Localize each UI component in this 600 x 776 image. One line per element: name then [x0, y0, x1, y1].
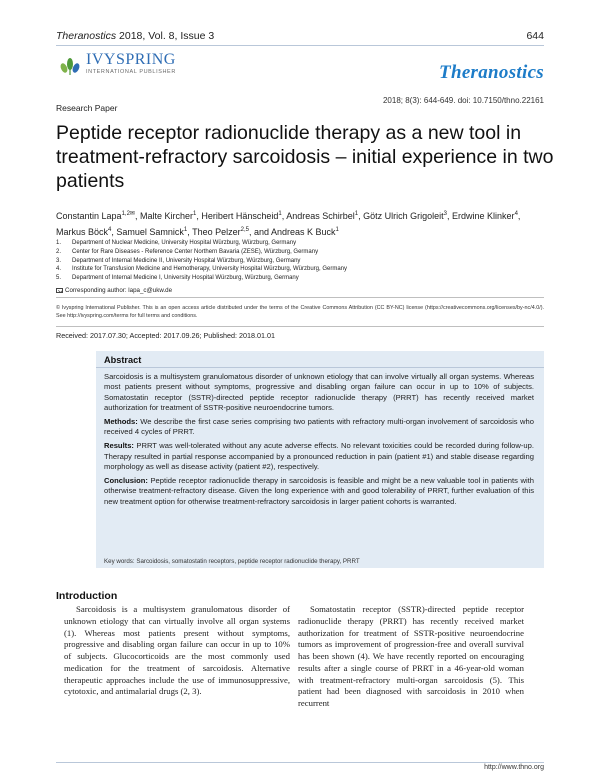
author: Theo Pelzer$^{2,5}$, and	[192, 227, 271, 237]
divider	[56, 297, 544, 298]
publication-dates: Received: 2017.07.30; Accepted: 2017.09.26; Published: 2018.01.01	[56, 331, 275, 340]
affiliation-marker: 2,5	[240, 227, 249, 233]
abstract-methods: Methods: We describe the first case series comprising two patients with refractory multi-organ involvement of sarcoidosis who received 4 cycles of PRRT.	[104, 416, 534, 437]
mail-icon	[56, 288, 63, 293]
author: Erdwine Klinker$^4$,	[452, 211, 521, 221]
author: Malte Kircher$^1$,	[139, 211, 202, 221]
affiliation-marker: 1,2	[121, 211, 130, 217]
corresponding-author-email[interactable]: Corresponding author: lapa_c@ukw.de	[65, 287, 173, 294]
corresponding-mail-icon: ✉	[129, 211, 135, 217]
footer-url[interactable]: http://www.thno.org	[484, 764, 544, 771]
publisher-subtitle: INTERNATIONAL PUBLISHER	[86, 69, 176, 75]
affiliation-marker: 4	[514, 211, 518, 217]
author: Constantin Lapa$^{1,2✉}$,	[56, 211, 140, 221]
author: Andreas Schirbel$^1$,	[286, 211, 364, 221]
volume-issue: 2018, Vol. 8, Issue 3	[119, 30, 215, 42]
introduction-column-left: Sarcoidosis is a multisystem granulomatous disorder of unknown etiology that can virtually involve all organ systems (1). Whereas most patients present without symptoms, progressive and disabling organ failure can occur in up to 10% of subjects. Glucocorticoids are the most commonly used medication for the treatment of sarcoidosis. Alternative therapeutic approaches include the use of immunosuppressive, cytotoxic, and antimalarial drugs (2, 3).	[64, 604, 290, 697]
affiliation-list	[56, 239, 546, 283]
publisher-name: IVYSPRING	[86, 51, 176, 68]
ivyspring-leaf-icon	[58, 53, 82, 75]
affiliation-marker: 1	[183, 227, 188, 233]
affiliation-marker: 3	[443, 211, 448, 217]
corresponding-author	[56, 287, 172, 294]
author: Heribert Hänscheid$^1$,	[201, 211, 287, 221]
affiliation-marker: 1	[354, 211, 359, 217]
introduction-column-right: Somatostatin receptor (SSTR)-directed peptide receptor radionuclide therapy (PRRT) has recently received market authorization for treatment of SSTR-positive neuroendocrine tumors as improvement of progression-free and overall survival has been shown (4). We have recently reported on encouraging results after a single course of PRRT in a 46-year-old woman with treatment-refractory multi-organ sarcoidosis (5). This patient had been diagnosed with sarcoidosis in 2010 when recurrent	[298, 604, 524, 708]
author-list	[56, 207, 546, 239]
author: Götz Ulrich Grigoleit$^3$,	[363, 211, 453, 221]
doi-line: 2018; 8(3): 644-649. doi: 10.7150/thno.22161	[382, 96, 544, 105]
author: Samuel Samnick$^1$,	[116, 227, 193, 237]
journal-logo: Theranostics	[439, 62, 544, 83]
author: Andreas K Buck$^1$	[271, 227, 339, 237]
affiliation-item: 5. Department of Internal Medicine I, University Hospital Würzburg, Würzburg, Germany	[56, 275, 299, 282]
abstract-conclusion: Conclusion: Peptide receptor radionuclide therapy in sarcoidosis is feasible and might be a new valuable tool in patients with otherwise treatment-refractory disease. Given the long experience with and good tolerability of PRRT, further evaluation of this new treatment option for otherwise treatment-refractory sarcoidosis in larger patient cohorts is warranted.	[104, 476, 534, 506]
publisher-logo	[58, 52, 176, 76]
article-type: Research Paper	[56, 103, 118, 113]
affiliation-marker: 1	[335, 227, 339, 233]
article-title: Peptide receptor radionuclide therapy as a new tool in treatment-refractory sarcoidosis – initial experience in two patients	[56, 122, 554, 192]
abstract-heading: Abstract	[104, 355, 142, 365]
affiliation-marker: 1	[192, 211, 197, 217]
abstract-intro: Sarcoidosis is a multisystem granulomatous disorder of unknown etiology that can involve virtually all organ systems. Whereas most patients present without symptoms, progressive and disabling organ failure can occur in up to 10% of subjects. Somatostatin receptor (SSTR)-directed peptide receptor radionuclide therapy (PRRT) has recently received market authorization for treatment of SSTR-positive neuroendocrine tumors.	[104, 372, 534, 412]
affiliation-marker: 4	[108, 227, 112, 233]
abstract-body	[104, 372, 534, 511]
abstract-results: Results: PRRT was well-tolerated without any acute adverse effects. No relevant toxicities could be recorded during follow-up. Therapy resulted in partial response accompanied by a pronounced reduction in pain (patient #1) and stable disease regarding morphology as well as disease activity (patient #2), respectively.	[104, 441, 534, 471]
author: Markus Böck$^4$,	[56, 227, 117, 237]
introduction-heading: Introduction	[56, 590, 118, 602]
affiliation-item: 2. Center for Rare Diseases - Reference Center Northern Bavaria (ZESE), Würzburg, Germany	[56, 248, 319, 255]
journal-citation	[56, 30, 214, 42]
affiliation-item: 4. Institute for Transfusion Medicine and Hemotherapy, University Hospital Würzburg, Würzburg, Germany	[56, 266, 347, 273]
affiliation-marker: 1	[278, 211, 282, 217]
abstract-rule	[96, 367, 544, 368]
affiliation-item: 1. Department of Nuclear Medicine, University Hospital Würzburg, Würzburg, Germany	[56, 240, 297, 246]
footer-rule	[56, 762, 544, 763]
journal-name: Theranostics	[56, 30, 117, 42]
keywords: Key words: Sarcoidosis, somatostatin receptors, peptide receptor radionuclide therapy, PRRT	[104, 558, 360, 565]
affiliation-item: 3. Department of Internal Medicine II, University Hospital Würzburg, Würzburg, Germany	[56, 257, 301, 264]
header-rule	[56, 45, 544, 46]
running-header	[56, 30, 544, 42]
page-number: 644	[526, 30, 544, 42]
divider	[56, 326, 544, 327]
license-notice: © Ivyspring International Publisher. This is an open access article distributed under the terms of the Creative Commons Attribution (CC BY-NC) license (https://creativecommons.org/licenses/by-nc/4.0/). See http://ivyspring.com/terms for full terms and conditions.	[56, 305, 544, 319]
